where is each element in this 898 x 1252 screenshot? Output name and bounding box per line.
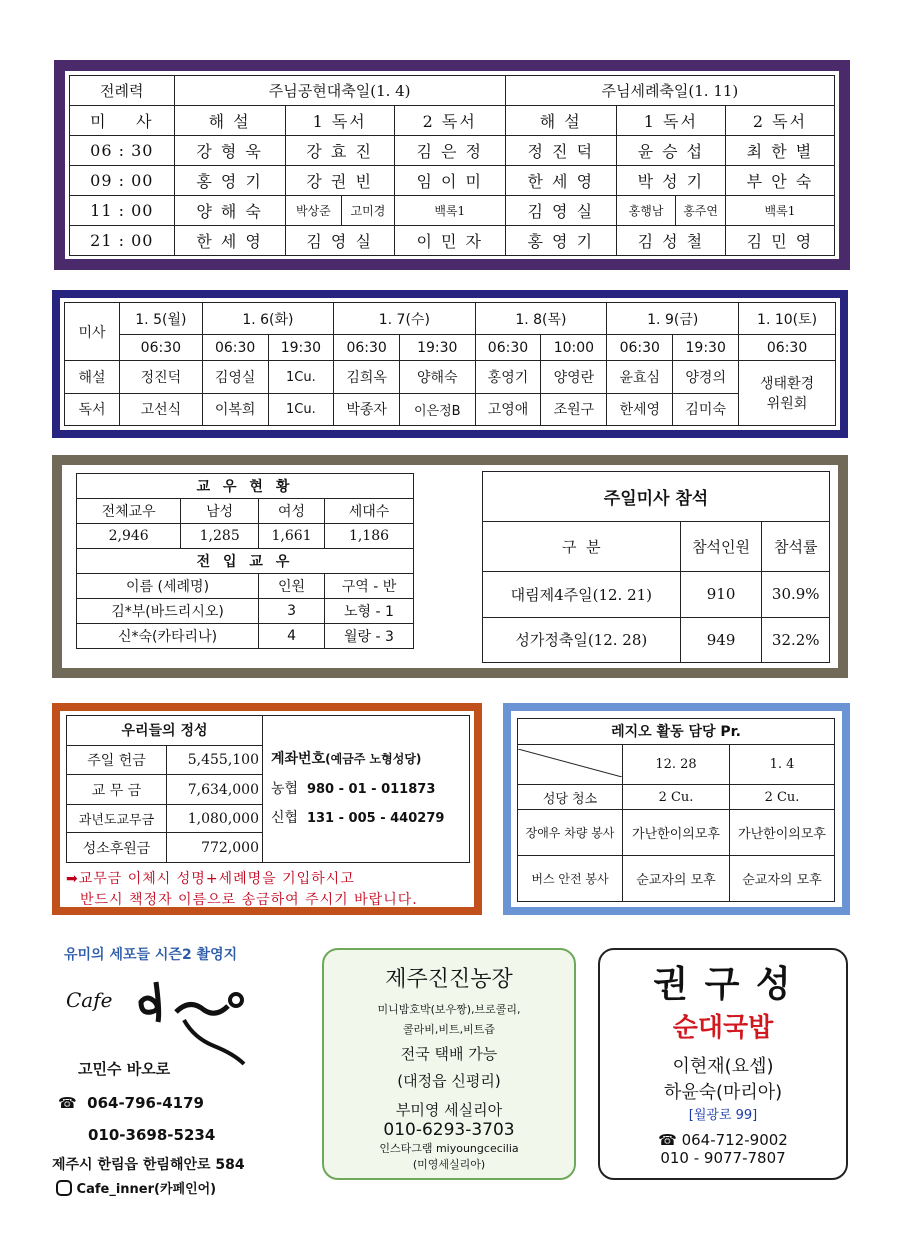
reader2: 최 한 별 [725, 136, 834, 166]
header: 전체교우 [77, 499, 181, 524]
reader: 이복희 [202, 393, 268, 425]
header: 참석인원 [680, 522, 762, 572]
attendance-label: 대림제4주일(12. 21) [483, 572, 681, 618]
commentator: 윤효심 [607, 361, 673, 393]
offering-label: 과년도교무금 [67, 805, 167, 833]
restaurant-phone2: 010 - 9077-7807 [660, 1149, 786, 1167]
day-header: 1. 7(수) [334, 303, 475, 335]
cafe-phone2: 010-3698-5234 [88, 1126, 216, 1144]
farm-owner: 부미영 세실리아 [395, 1101, 503, 1119]
table-row [70, 136, 835, 166]
farm-instagram-sub: (미영세실리아) [412, 1158, 486, 1171]
saturday-group-line2: 위원회 [766, 396, 808, 413]
commentator: 1Cu. [268, 361, 334, 393]
value: 1,285 [181, 524, 259, 549]
mass-time: 19:30 [400, 335, 475, 361]
value: 2,946 [77, 524, 181, 549]
commentator: 한 세 영 [505, 166, 616, 196]
transfer-title: 전 입 교 우 [77, 549, 414, 574]
label-commentary: 해설 [65, 361, 120, 393]
header: 이름 (세례명) [77, 574, 259, 599]
reader: 박종자 [334, 393, 400, 425]
commentator: 강 형 욱 [174, 136, 285, 166]
header-commentary: 해 설 [174, 106, 285, 136]
attendance-rate: 30.9% [762, 572, 830, 618]
mass-time: 06:30 [475, 335, 541, 361]
table-row [70, 196, 835, 226]
value: 1,186 [324, 524, 413, 549]
legio-assignee: 2 Cu. [730, 785, 835, 810]
mass-time: 19:30 [673, 335, 739, 361]
farm-products1: 미니밤호박(보우짱),브로콜리, [377, 1003, 521, 1016]
mass-time: 21 : 00 [70, 226, 175, 256]
restaurant-ad [598, 948, 848, 1180]
parishioner-status-table [76, 473, 414, 649]
parishioner-status-title: 교 우 현 황 [77, 474, 414, 499]
mass-time: 09 : 00 [70, 166, 175, 196]
commentator: 한 세 영 [174, 226, 285, 256]
transfer-zone: 월랑 - 3 [324, 624, 413, 649]
reader: 김미숙 [673, 393, 739, 425]
transfer-zone: 노형 - 1 [324, 599, 413, 624]
account-title: 계좌번호 [271, 751, 326, 767]
farm-instagram: 인스타그램 miyoungcecilia [379, 1142, 519, 1155]
commentator: 양해숙 [400, 361, 475, 393]
reader1: 박상준 [285, 196, 342, 226]
offering-amount: 5,455,100 [167, 745, 263, 775]
reader2: 백록1 [394, 196, 505, 226]
reader1: 김 영 실 [285, 226, 394, 256]
cafe-tagline: 유미의 세포들 시즌2 촬영지 [64, 947, 238, 963]
notice-line1: ➡교무금 이체시 성명+세례명을 기입하시고 [66, 871, 355, 887]
commentator: 양영란 [541, 361, 607, 393]
reader2: 백록1 [725, 196, 834, 226]
commentator: 양경의 [673, 361, 739, 393]
reader: 고선식 [120, 393, 203, 425]
reader2: 김 은 정 [394, 136, 505, 166]
cafe-ad [52, 944, 302, 1204]
farm-ad [322, 948, 576, 1180]
table-row [483, 572, 830, 618]
header: 인원 [259, 574, 325, 599]
legio-assignee: 순교자의 모후 [623, 856, 730, 902]
attendance-title: 주일미사 참석 [483, 472, 830, 522]
offering-label: 주일 헌금 [67, 745, 167, 775]
offering-amount: 1,080,000 [167, 805, 263, 833]
cafe-logo-mark [66, 972, 286, 1072]
header: 여성 [259, 499, 325, 524]
saturday-group-line1: 생태환경 [760, 376, 815, 393]
commentator: 홍영기 [475, 361, 541, 393]
reader1: 윤 승 섭 [616, 136, 725, 166]
weekday-mass-panel [52, 290, 848, 438]
cafe-instagram-row [56, 1178, 216, 1197]
legio-panel [503, 703, 850, 915]
reader1: 강 권 빈 [285, 166, 394, 196]
legio-duty: 성당 청소 [518, 785, 623, 810]
restaurant-name: 권 구 성 [653, 964, 793, 1005]
offerings-title: 우리들의 정성 [67, 716, 263, 746]
bank1-name: 농협 [271, 781, 299, 798]
phone-icon: ☎ [58, 1094, 77, 1112]
cafe-logo [66, 972, 286, 1072]
commentator: 홍 영 기 [505, 226, 616, 256]
commentator: 정진덕 [120, 361, 203, 393]
saturday-group [739, 361, 836, 426]
reader2: 부 안 숙 [725, 166, 834, 196]
restaurant-owner1: 이현재(요셉) [672, 1056, 774, 1077]
reader: 1Cu. [268, 393, 334, 425]
mass-time: 06:30 [739, 335, 836, 361]
diagonal-line [518, 749, 622, 777]
bank2-name: 신협 [271, 810, 299, 827]
day-header: 1. 10(토) [739, 303, 836, 335]
legio-date: 1. 4 [730, 744, 835, 785]
legio-duty: 장애우 차량 봉사 [518, 810, 623, 856]
legio-assignee: 2 Cu. [623, 785, 730, 810]
attendance-count: 949 [680, 617, 762, 663]
legio-date: 12. 28 [623, 744, 730, 785]
reader1: 강 효 진 [285, 136, 394, 166]
statistics-panel [52, 455, 848, 678]
attendance-count: 910 [680, 572, 762, 618]
commentator: 김희옥 [334, 361, 400, 393]
reader1: 박 성 기 [616, 166, 725, 196]
reader1: 홍행남 [616, 196, 676, 226]
restaurant-zone: [월광로 99] [688, 1108, 758, 1123]
reader2: 임 이 미 [394, 166, 505, 196]
header-reading1: 1 독서 [616, 106, 725, 136]
reader: 고영애 [475, 393, 541, 425]
day-header: 1. 6(화) [202, 303, 333, 335]
table-row [70, 166, 835, 196]
reader1-second: 홍주연 [676, 196, 726, 226]
commentator: 홍 영 기 [174, 166, 285, 196]
header: 세대수 [324, 499, 413, 524]
header: 구 분 [483, 522, 681, 572]
reader: 이은정B [400, 393, 475, 425]
offerings-table [66, 715, 470, 863]
farm-name: 제주진진농장 [385, 967, 513, 992]
day-header: 1. 8(목) [475, 303, 607, 335]
label-reading: 독서 [65, 393, 120, 425]
table-row [483, 617, 830, 663]
farm-location: (대정읍 신평리) [397, 1072, 501, 1090]
table-row [518, 856, 835, 902]
table-row [77, 624, 414, 649]
weekday-mass-table [64, 302, 836, 426]
restaurant-phone1: 064-712-9002 [681, 1131, 788, 1149]
restaurant-phone1-row [600, 1131, 846, 1149]
diagonal-cell [518, 744, 623, 785]
offering-label: 성소후원금 [67, 833, 167, 863]
table-row [518, 810, 835, 856]
legio-assignee: 가난한이의모후 [730, 810, 835, 856]
commentator: 정 진 덕 [505, 136, 616, 166]
legio-table [517, 718, 835, 902]
day-header: 1. 9(금) [607, 303, 739, 335]
restaurant-owner2: 하윤숙(마리아) [663, 1082, 783, 1103]
cafe-owner: 고민수 바오로 [78, 1060, 171, 1078]
farm-delivery: 전국 택배 가능 [400, 1045, 498, 1063]
header-reading2: 2 독서 [725, 106, 834, 136]
reader2: 김 민 영 [725, 226, 834, 256]
cafe-instagram: Cafe_inner(카페인어) [76, 1182, 217, 1197]
header: 남성 [181, 499, 259, 524]
header-commentary: 해 설 [505, 106, 616, 136]
mass-time: 06 : 30 [70, 136, 175, 166]
value: 1,661 [259, 524, 325, 549]
transfer-count: 3 [259, 599, 325, 624]
offering-amount: 7,634,000 [167, 775, 263, 805]
offering-notice [66, 869, 418, 911]
offering-amount: 772,000 [167, 833, 263, 863]
feast-baptism: 주님세례축일(1. 11) [505, 76, 834, 106]
bank1-account: 980 - 01 - 011873 [306, 782, 436, 798]
notice-line2: 반드시 책정자 이름으로 송금하여 주시기 바랍니다. [80, 892, 418, 908]
cafe-phone1: 064-796-4179 [87, 1094, 204, 1112]
phone-icon: ☎ [658, 1131, 677, 1149]
header-reading2: 2 독서 [394, 106, 505, 136]
mass-time: 06:30 [334, 335, 400, 361]
reader2: 이 민 자 [394, 226, 505, 256]
commentator: 김영실 [202, 361, 268, 393]
attendance-label: 성가정축일(12. 28) [483, 617, 681, 663]
sunday-liturgy-panel [54, 60, 850, 270]
header: 구역 - 반 [324, 574, 413, 599]
cafe-phone1-row [58, 1094, 204, 1112]
commentator: 양 해 숙 [174, 196, 285, 226]
reader: 한세영 [607, 393, 673, 425]
mass-time: 06:30 [607, 335, 673, 361]
mass-time: 06:30 [202, 335, 268, 361]
label-mass: 미사 [65, 303, 120, 361]
table-row [70, 226, 835, 256]
offerings-panel [52, 703, 482, 915]
attendance-rate: 32.2% [762, 617, 830, 663]
transfer-name: 신*숙(카타리나) [77, 624, 259, 649]
mass-time: 10:00 [541, 335, 607, 361]
transfer-name: 김*부(바드리시오) [77, 599, 259, 624]
mass-time: 19:30 [268, 335, 334, 361]
day-header: 1. 5(월) [120, 303, 203, 335]
sunday-liturgy-table [69, 75, 835, 256]
header-liturgical-calendar: 전례력 [70, 76, 175, 106]
table-row [518, 785, 835, 810]
instagram-icon [56, 1180, 72, 1196]
reader: 조원구 [541, 393, 607, 425]
feast-epiphany: 주님공현대축일(1. 4) [174, 76, 505, 106]
account-holder: (예금주 노형성당) [325, 752, 422, 766]
header-reading1: 1 독서 [285, 106, 394, 136]
farm-products2: 콜라비,비트,비트즙 [402, 1023, 495, 1036]
commentator: 김 영 실 [505, 196, 616, 226]
cafe-logo-text: Cafe [66, 988, 113, 1012]
cafe-address: 제주시 한림읍 한림해안로 584 [52, 1157, 245, 1173]
legio-title: 레지오 활동 담당 Pr. [518, 719, 835, 745]
bank2-account: 131 - 005 - 440279 [306, 811, 445, 827]
reader1-second: 고미경 [342, 196, 395, 226]
restaurant-type: 순대국밥 [672, 1013, 774, 1043]
farm-phone: 010-6293-3703 [383, 1120, 515, 1140]
header: 참석률 [762, 522, 830, 572]
account-info [263, 716, 470, 863]
legio-assignee: 가난한이의모후 [623, 810, 730, 856]
transfer-count: 4 [259, 624, 325, 649]
offering-label: 교 무 금 [67, 775, 167, 805]
legio-assignee: 순교자의 모후 [730, 856, 835, 902]
table-row [77, 599, 414, 624]
legio-duty: 버스 안전 봉사 [518, 856, 623, 902]
reader1: 김 성 철 [616, 226, 725, 256]
mass-time: 11 : 00 [70, 196, 175, 226]
mass-time: 06:30 [120, 335, 203, 361]
sunday-attendance-table [482, 471, 830, 663]
header-mass: 미 사 [70, 106, 175, 136]
